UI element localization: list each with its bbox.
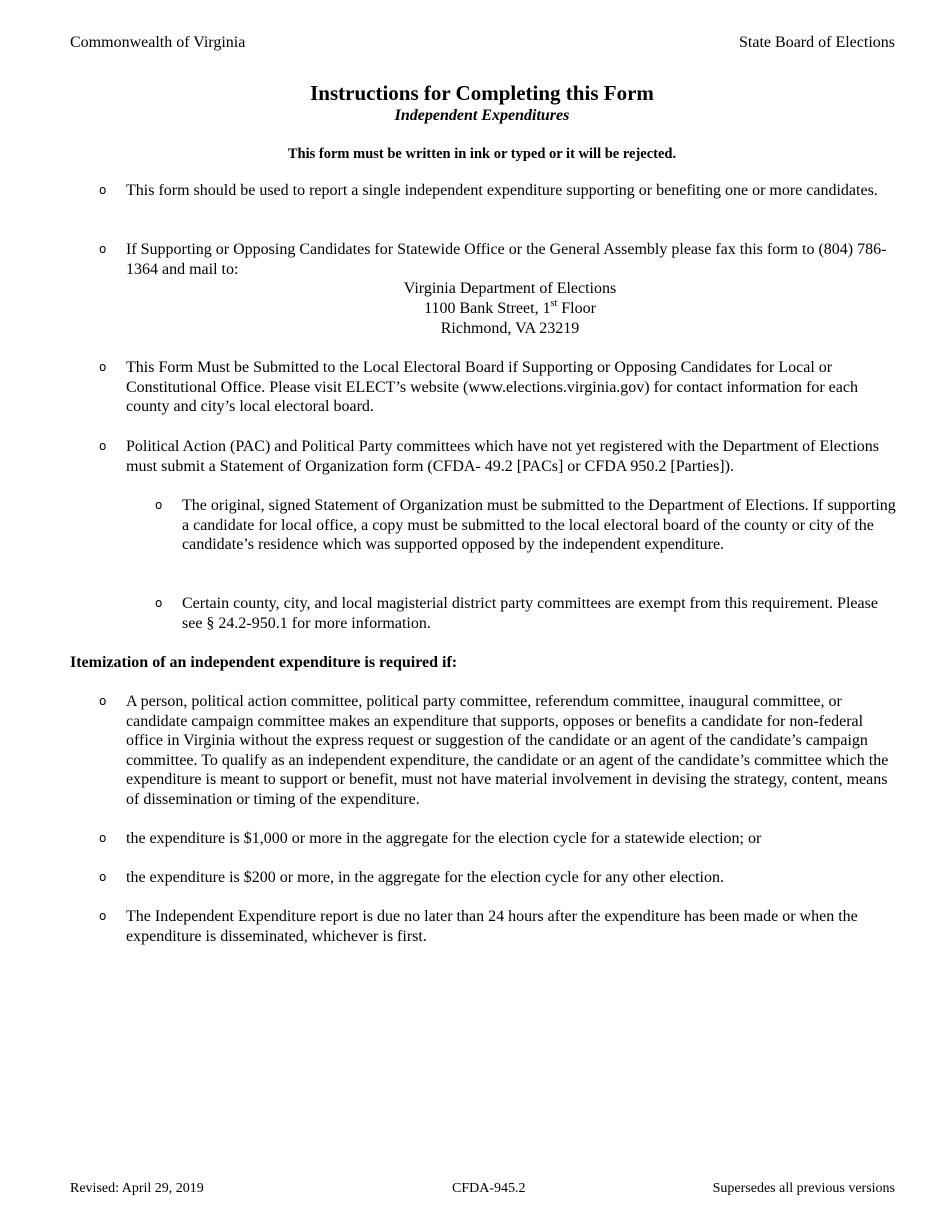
list-item-text: This form should be used to report a single independent expenditure supporting or benefiting one or more candidates. (126, 182, 878, 199)
mailing-address (0, 279, 950, 339)
address-street: 1100 Bank Street, 1 (424, 300, 551, 317)
address-line-1: Virginia Department of Elections (403, 280, 617, 297)
itemization-heading: Itemization of an independent expenditure is required if: (70, 654, 458, 671)
sub-list-item-text: The original, signed Statement of Organization must be submitted to the Department of Elections. If supporting a candidate for local office, a copy must be submitted to the local electoral board of the county or city of the candidate’s residence which was supported opposed by the independent expenditure. (182, 497, 896, 553)
list-item-text: The Independent Expenditure report is due no later than 24 hours after the expenditure has been made or when the expenditure is disseminated, whichever is first. (126, 908, 858, 945)
list-item-text: the expenditure is $200 or more, in the aggregate for the election cycle for any other election. (126, 869, 724, 886)
page-title: Instructions for Completing this Form (310, 81, 654, 105)
bullet-icon: o (99, 694, 107, 708)
bullet-icon: o (155, 596, 163, 610)
title-block (0, 80, 950, 125)
bullet-icon: o (99, 183, 107, 197)
list-item-text: This Form Must be Submitted to the Local Electoral Board if Supporting or Opposing Candidates for Local or Constitutional Office. Please visit ELECT’s website (www.elections.virginia.gov) for contact information for each county and city’s local electoral board. (126, 359, 858, 415)
header-commonwealth: Commonwealth of Virginia (70, 34, 246, 51)
list-item-text: If Supporting or Opposing Candidates for Statewide Office or the General Assembly please fax this form to (804) 786-1364 and mail to: (126, 241, 887, 278)
list-item-text: A person, political action committee, political party committee, referendum committee, inaugural committee, or candidate campaign committee makes an expenditure that supports, opposes or benefits a candidate for non-federal office in Virginia without the express request or suggestion of the candidate or an agent of the candidate’s campaign committee. To qualify as an independent expenditure, the candidate or an agent of the candidate’s committee which the expenditure is meant to support or benefit, must not have material involvement in devising the strategy, content, means of dissemination or timing of the expenditure. (126, 693, 889, 808)
bullet-icon: o (99, 439, 107, 453)
address-line-3: Richmond, VA 23219 (440, 320, 580, 337)
sub-list-item-text: Certain county, city, and local magisterial district party committees are exempt from this requirement. Please see § 24.2-950.1 for more information. (182, 595, 878, 632)
footer-revised: Revised: April 29, 2019 (70, 1181, 204, 1196)
bullet-icon: o (99, 831, 107, 845)
address-line-2 (0, 299, 950, 319)
bullet-icon: o (99, 909, 107, 923)
ink-notice: This form must be written in ink or typed or it will be rejected. (287, 146, 677, 162)
address-floor: Floor (557, 300, 596, 317)
list-item-text: the expenditure is $1,000 or more in the aggregate for the election cycle for a statewide election; or (126, 830, 762, 847)
header-board: State Board of Elections (739, 34, 895, 51)
bullet-icon: o (99, 360, 107, 374)
bullet-icon: o (155, 498, 163, 512)
footer-form-number: CFDA-945.2 (452, 1181, 526, 1196)
list-item-text: Political Action (PAC) and Political Party committees which have not yet registered with the Department of Elections must submit a Statement of Organization form (CFDA- 49.2 [PACs] or CFDA 950.2 [Parties]). (126, 438, 880, 475)
page-subtitle: Independent Expenditures (394, 107, 570, 124)
footer-supersedes: Supersedes all previous versions (712, 1181, 895, 1196)
bullet-icon: o (99, 242, 107, 256)
bullet-icon: o (99, 870, 107, 884)
address-ordinal: st (550, 297, 558, 309)
